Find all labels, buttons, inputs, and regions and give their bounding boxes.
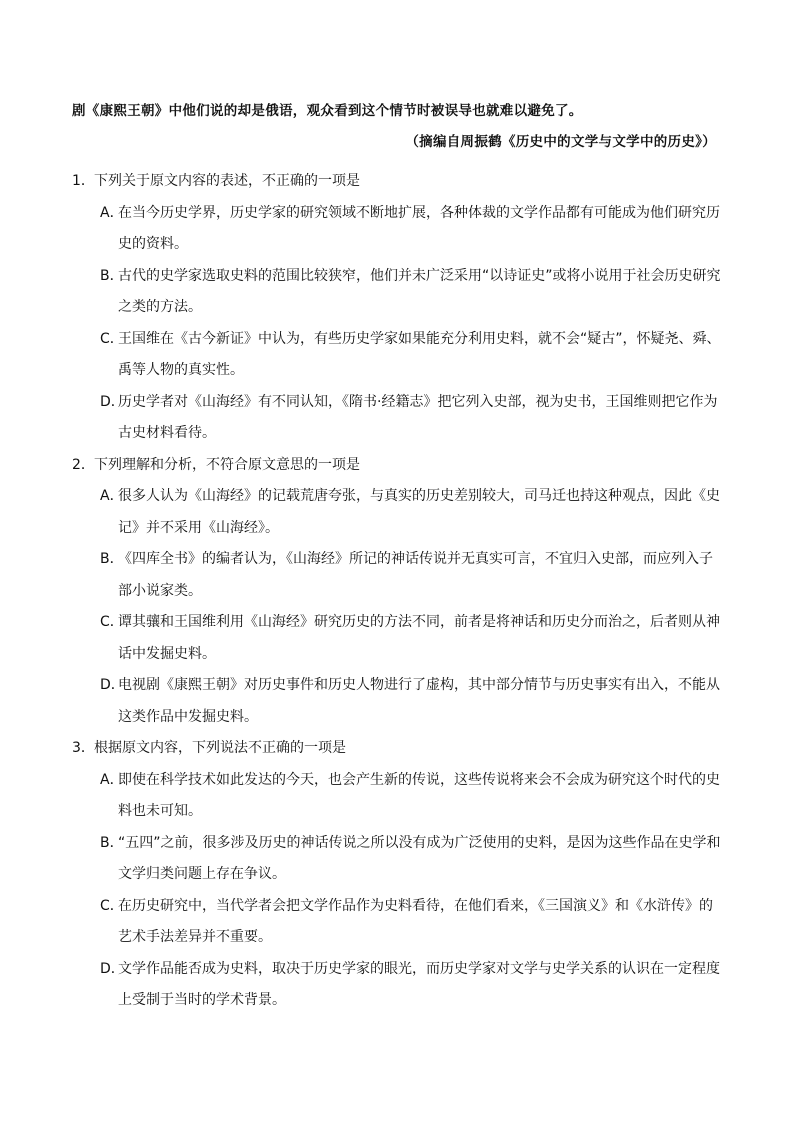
option-text: 古代的史学家选取史料的范围比较狭窄，他们并未广泛采用“以诗证史”或将小说用于社会历史研究之类的方法。 xyxy=(118,267,721,315)
option-letter: D． xyxy=(100,677,125,693)
option-letter: A． xyxy=(100,771,124,788)
option-c xyxy=(72,891,724,954)
option-a xyxy=(72,765,724,828)
option-letter: A． xyxy=(100,204,124,221)
option-letter: C． xyxy=(100,897,124,914)
option-text: 电视剧《康熙王朝》对历史事件和历史人物进行了虚构，其中部分情节与历史事实有出入，不能从这类作品中发掘史料。 xyxy=(118,677,720,725)
option-letter: A． xyxy=(100,488,124,504)
question-3 xyxy=(72,733,724,1017)
option-letter: B． xyxy=(100,267,124,284)
option-c xyxy=(72,607,724,670)
option-letter: C． xyxy=(100,330,124,347)
option-d xyxy=(72,670,724,733)
question-stem-text: 下列理解和分析，不符合原文意思的一项是 xyxy=(94,456,360,473)
question-stem xyxy=(72,166,724,198)
option-b xyxy=(72,828,724,891)
passage-source: （摘编自周振鹤《历史中的文学与文学中的历史》） xyxy=(405,134,716,150)
question-stem-text: 根据原文内容，下列说法不正确的一项是 xyxy=(94,740,346,756)
option-text: 谭其骧和王国维利用《山海经》研究历史的方法不同，前者是将神话和历史分而治之，后者则从神话中发掘史料。 xyxy=(118,614,720,662)
option-text: 历史学者对《山海经》有不同认知，《隋书·经籍志》把它列入史部，视为史书，王国维则把它作为古史材料看待。 xyxy=(118,393,718,441)
question-stem-text: 下列关于原文内容的表述，不正确的一项是 xyxy=(94,173,360,189)
question-1 xyxy=(72,166,724,450)
option-letter: B． xyxy=(100,834,124,851)
option-text: 《四库全书》的编者认为，《山海经》所记的神话传说并无真实可言，不宜归入史部，而应列入子部小说家类。 xyxy=(118,551,713,599)
option-text: 在历史研究中，当代学者会把文学作品作为史料看待，在他们看来，《三国演义》和《水浒传》的艺术手法差异并不重要。 xyxy=(118,897,713,945)
question-number: 2． xyxy=(72,456,95,473)
question-number: 1． xyxy=(72,173,95,189)
question-2 xyxy=(72,450,724,734)
option-letter: C． xyxy=(100,614,124,630)
option-a xyxy=(72,481,724,544)
option-d xyxy=(72,954,724,1017)
option-text: 文学作品能否成为史料，取决于历史学家的眼光，而历史学家对文学与史学关系的认识在一定程度上受制于当时的学术背景。 xyxy=(118,960,720,1008)
question-stem xyxy=(72,733,724,765)
passage-tail-text: 剧《康熙王朝》中他们说的却是俄语，观众看到这个情节时被误导也就难以避免了。 xyxy=(72,103,583,119)
option-text: 王国维在《古今新证》中认为，有些历史学家如果能充分利用史料，就不会“疑古”，怀疑尧、舜、禹等人物的真实性。 xyxy=(118,330,721,378)
question-stem xyxy=(72,450,724,482)
question-number: 3． xyxy=(72,740,95,756)
option-c xyxy=(72,324,724,387)
option-a xyxy=(72,198,724,261)
option-letter: D． xyxy=(100,960,125,977)
option-b xyxy=(72,544,724,607)
option-text: 在当今历史学界，历史学家的研究领域不断地扩展，各种体裁的文学作品都有可能成为他们研究历史的资料。 xyxy=(118,204,720,252)
option-text: “五四”之前，很多涉及历史的神话传说之所以没有成为广泛使用的史料，是因为这些作品在史学和文学归类问题上存在争议。 xyxy=(118,834,721,882)
option-letter: B． xyxy=(100,551,124,567)
option-text: 即使在科学技术如此发达的今天，也会产生新的传说，这些传说将来会不会成为研究这个时代的史料也未可知。 xyxy=(118,771,720,819)
option-text: 很多人认为《山海经》的记载荒唐夸张，与真实的历史差别较大，司马迁也持这种观点，因此《史记》并不采用《山海经》。 xyxy=(118,488,720,536)
option-b xyxy=(72,261,724,324)
question-list xyxy=(72,166,724,1017)
option-letter: D． xyxy=(100,393,125,410)
option-d xyxy=(72,387,724,450)
